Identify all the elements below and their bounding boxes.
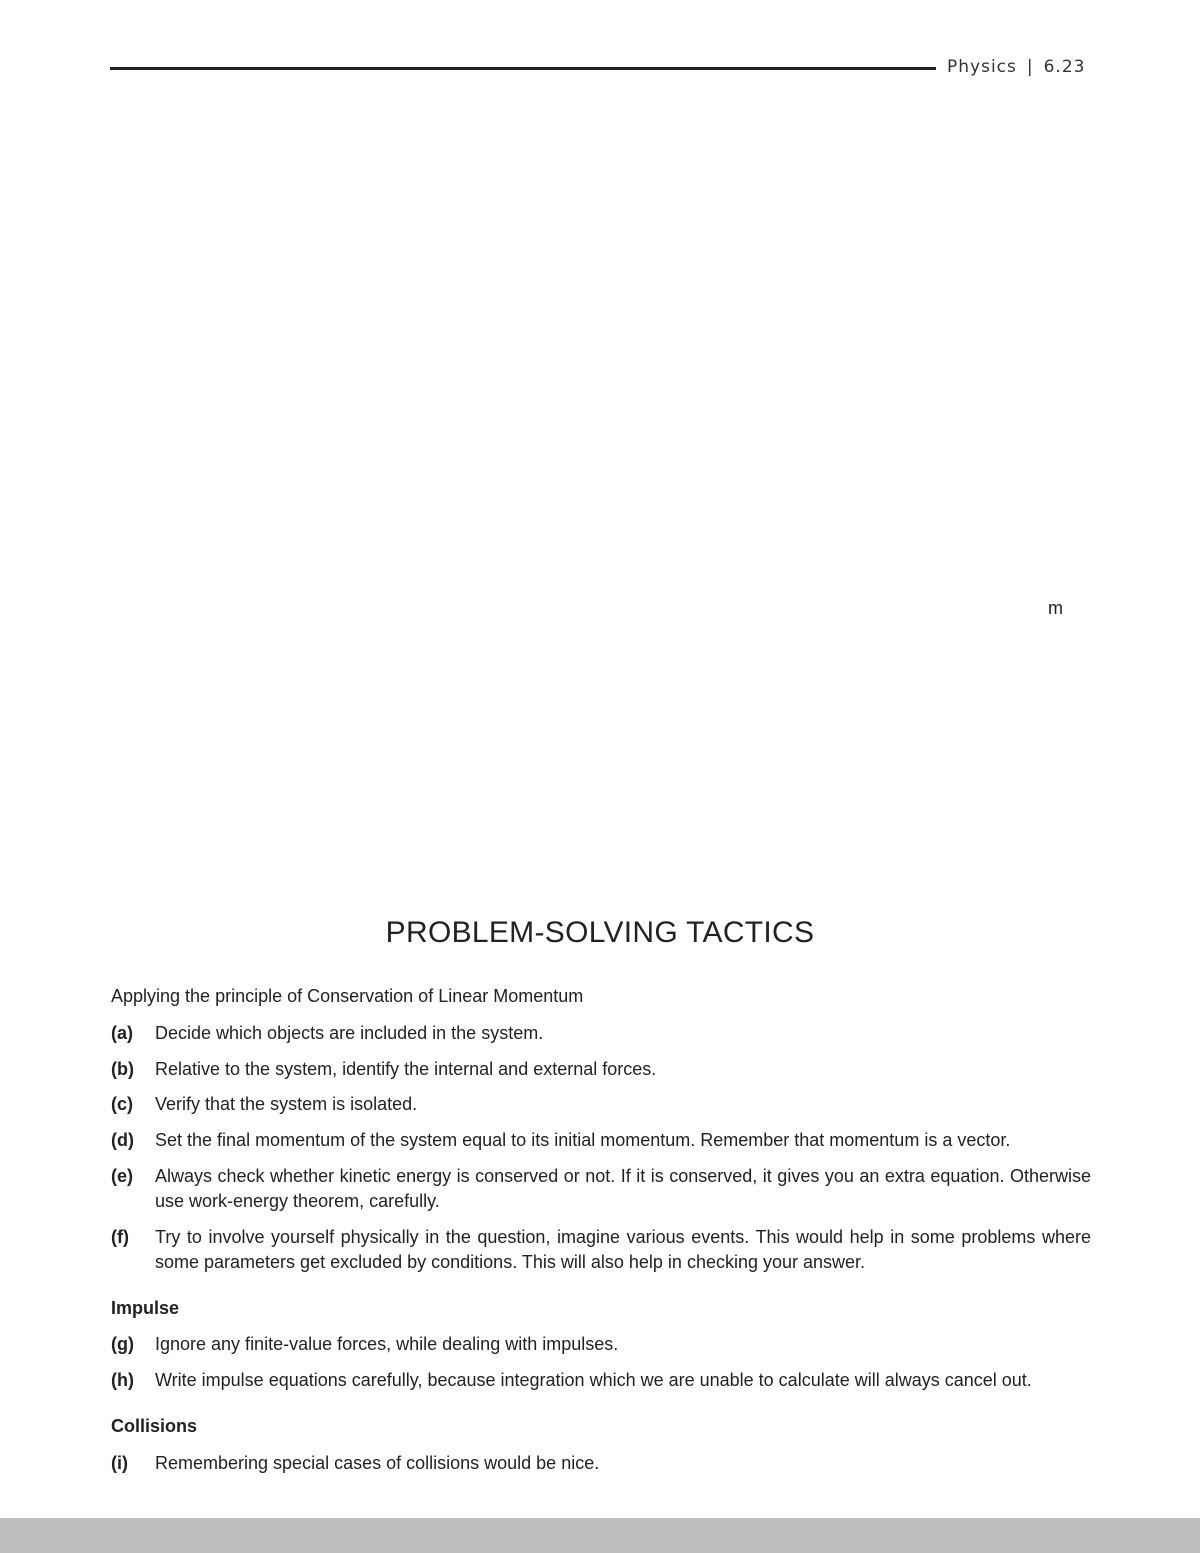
item-label: (g): [111, 1334, 134, 1354]
item-text: Write impulse equations carefully, because integration which we are unable to calculate will always cancel out.: [155, 1370, 1032, 1390]
item-text: Relative to the system, identify the internal and external forces.: [155, 1059, 657, 1079]
section-title: PROBLEM-SOLVING TACTICS: [385, 916, 815, 949]
item-label: (h): [111, 1370, 134, 1390]
collisions-heading: Collisions: [111, 1416, 198, 1436]
item-text: Ignore any finite-value forces, while dealing with impulses.: [155, 1334, 619, 1354]
list-item: [111, 1021, 1091, 1046]
header-rule: [110, 67, 936, 70]
list-item: [111, 1225, 1091, 1275]
header-subject: Physics: [947, 57, 1017, 77]
item-text: Verify that the system is isolated.: [155, 1094, 418, 1114]
footer-band: [0, 1518, 1200, 1553]
item-text: Decide which objects are included in the system.: [155, 1023, 544, 1043]
item-label: (a): [111, 1023, 133, 1043]
header-page-number: 6.23: [1043, 57, 1086, 77]
list-item: [111, 1368, 1091, 1393]
item-text: Remembering special cases of collisions would be nice.: [155, 1453, 600, 1473]
list-item: [111, 1332, 1091, 1357]
item-text: Set the final momentum of the system equal to its initial momentum. Remember that momentum is a vector.: [155, 1130, 1011, 1150]
header-separator: |: [1026, 57, 1034, 77]
item-label: (d): [111, 1130, 134, 1150]
item-label: (e): [111, 1166, 133, 1186]
list-item: [111, 1092, 1091, 1117]
list-item: [111, 1128, 1091, 1153]
item-label: (f): [111, 1227, 129, 1247]
item-label: (c): [111, 1094, 133, 1114]
stray-glyph: m: [1048, 598, 1063, 618]
list-item: [111, 1164, 1091, 1214]
item-label: (i): [111, 1453, 128, 1473]
impulse-heading: Impulse: [111, 1298, 180, 1318]
running-header: [947, 57, 1085, 77]
section-intro: Applying the principle of Conservation of Linear Momentum: [111, 986, 584, 1006]
list-item: [111, 1057, 1091, 1082]
item-label: (b): [111, 1059, 134, 1079]
item-text: Always check whether kinetic energy is conserved or not. If it is conserved, it gives you an extra equation. Otherwise use work-energy theorem, carefully.: [155, 1166, 1091, 1211]
item-text: Try to involve yourself physically in the question, imagine various events. This would help in some problems where some parameters get excluded by conditions. This will also help in checking your answer.: [155, 1227, 1091, 1272]
list-item: [111, 1451, 1091, 1476]
